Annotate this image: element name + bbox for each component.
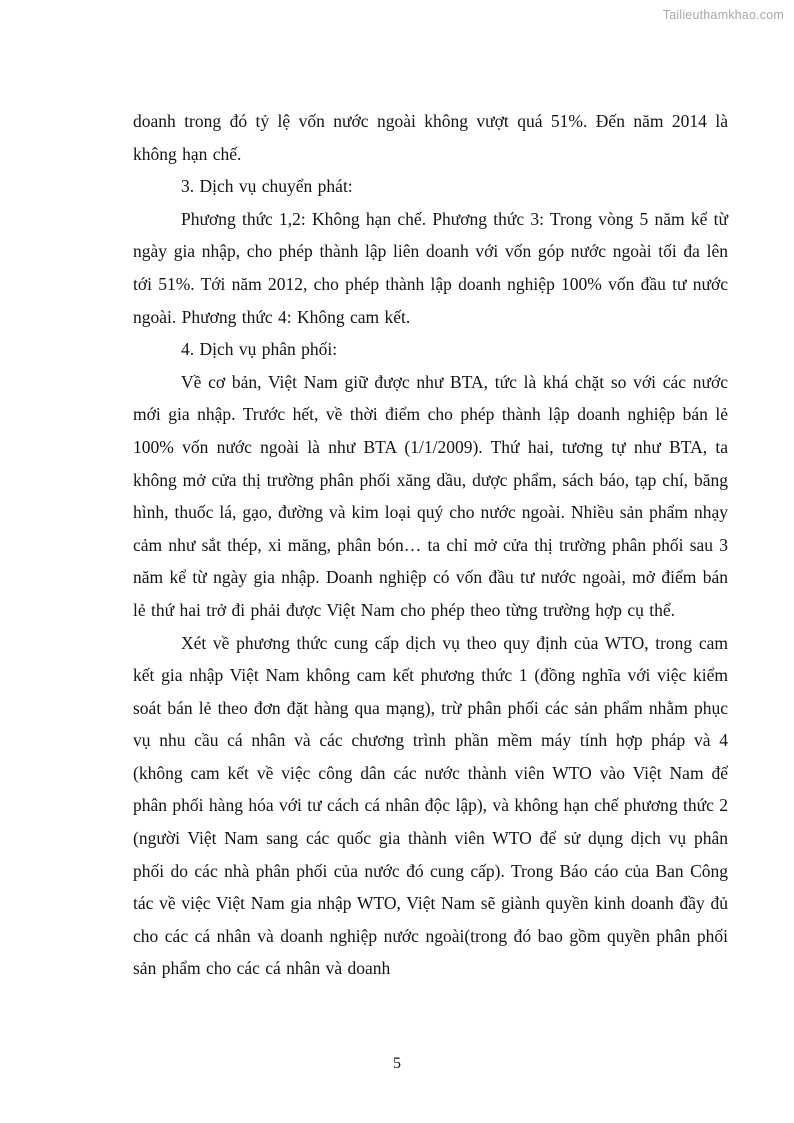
document-body bbox=[133, 105, 728, 985]
watermark: Tailieuthamkhao.com bbox=[662, 8, 784, 22]
paragraph: Phương thức 1,2: Không hạn chế. Phương thức 3: Trong vòng 5 năm kể từ ngày gia nhập, cho phép thành lập liên doanh với vốn góp nước ngoài tối đa lên tới 51%. Tới năm 2012, cho phép thành lập doanh nghiệp 100% vốn đầu tư nước ngoài. Phương thức 4: Không cam kết. bbox=[133, 208, 728, 327]
paragraph: Xét về phương thức cung cấp dịch vụ theo quy định của WTO, trong cam kết gia nhập Việt Nam không cam kết phương thức 1 (đồng nghĩa với việc kiểm soát bán lẻ theo đơn đặt hàng qua mạng), trừ phân phối các sản phẩm nhằm phục vụ nhu cầu cá nhân và các chương trình phần mềm máy tính hợp pháp và 4 (không cam kết về việc công dân các nước thành viên WTO vào Việt Nam để phân phối hàng hóa với tư cách cá nhân độc lập), và không hạn chế phương thức 2 (người Việt Nam sang các quốc gia thành viên WTO để sử dụng dịch vụ phân phối do các nhà phân phối của nước đó cung cấp). Trong Báo cáo của Ban Công tác về việc Việt Nam gia nhập WTO, Việt Nam sẽ giành quyền kinh doanh đầy đủ cho các cá nhân và doanh nghiệp nước ngoài(trong đó bao gồm quyền phân phối sản phẩm cho các cá nhân và doanh bbox=[133, 632, 728, 979]
paragraph: doanh trong đó tỷ lệ vốn nước ngoài không vượt quá 51%. Đến năm 2014 là không hạn chế. bbox=[133, 111, 728, 164]
page-number: 5 bbox=[393, 1055, 401, 1072]
paragraph: 3. Dịch vụ chuyển phát: bbox=[181, 176, 353, 197]
paragraph: 4. Dịch vụ phân phối: bbox=[181, 339, 338, 360]
paragraph: Về cơ bản, Việt Nam giữ được như BTA, tức là khá chặt so với các nước mới gia nhập. Trước hết, về thời điểm cho phép thành lập doanh nghiệp bán lẻ 100% vốn nước ngoài là như BTA (1/1/2009). Thứ hai, tương tự như BTA, ta không mở cửa thị trường phân phối xăng dầu, dược phẩm, sách báo, tạp chí, băng hình, thuốc lá, gạo, đường và kim loại quý cho nước ngoài. Nhiều sản phẩm nhạy cảm như sắt thép, xi măng, phân bón… ta chỉ mở cửa thị trường phân phối sau 3 năm kể từ ngày gia nhập. Doanh nghiệp có vốn đầu tư nước ngoài, mở điểm bán lẻ thứ hai trở đi phải được Việt Nam cho phép theo từng trường hợp cụ thể. bbox=[133, 371, 728, 620]
